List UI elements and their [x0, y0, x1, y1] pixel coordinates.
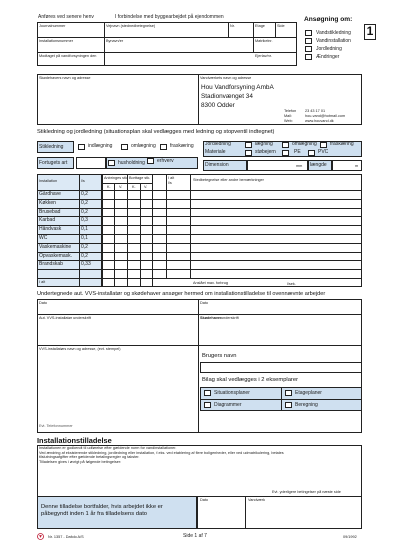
- under-heading: Undertegnede aut. VVS-installatør og skødehaver ansøger hermed om installationstilladelse til ovennævnte arbejder: [37, 291, 326, 297]
- field-matrikelnr[interactable]: Matrikelnr.: [255, 39, 273, 43]
- laengde-label: længde: [310, 162, 327, 168]
- pvc-label: PVC: [318, 149, 329, 155]
- tilladelse-line4: Tilladelsen gives i øvrigt på følgende betingelser:: [39, 459, 122, 464]
- stikledning-label: Stikledning: [39, 144, 64, 150]
- checkbox-husholdning[interactable]: [108, 160, 115, 166]
- checkbox-etageplaner[interactable]: [285, 390, 292, 396]
- tilladelse-line1: Installationen er godkendt til udførelse efter gældende norm for vandinstallationer.: [39, 446, 177, 450]
- row-installation-name: Håndvask: [39, 226, 62, 233]
- telefon-label[interactable]: Evt. Telefonnummer: [39, 424, 73, 428]
- option-vandstikledning: Vandstikledning: [316, 30, 351, 36]
- utility-name: Hou Vandforsyning AmbA: [201, 84, 274, 91]
- checkbox-vandinstallation[interactable]: [305, 38, 312, 44]
- checkbox-vandstikledning[interactable]: [305, 30, 312, 36]
- footer-page: Side 1 af 7: [183, 533, 207, 539]
- omlaegning2-label: omlægning: [292, 141, 317, 147]
- th-stedbetegnelse: Stedbetegnelse eller andre bemærkninger: [193, 178, 264, 182]
- m-unit: m: [355, 164, 359, 168]
- dafolo-logo-icon: [37, 533, 44, 541]
- th-v2: V.: [144, 185, 148, 189]
- per-label: l/sek.: [287, 282, 296, 286]
- th-iall: I alt: [168, 176, 175, 180]
- brugers-input[interactable]: [200, 362, 362, 373]
- evt-label: Evt. yderligere betingelser på næste side: [272, 490, 341, 494]
- th-anbringes: Anbringes stk.: [104, 176, 129, 180]
- row-installation-name: Brandskab: [39, 261, 63, 268]
- row-installation-name: Vaskemaskine: [39, 243, 72, 250]
- checkbox-beregning[interactable]: [285, 402, 292, 408]
- tel-label: Telefon: [284, 109, 297, 113]
- checkbox-indlaegning[interactable]: [78, 144, 85, 150]
- checkbox-diagrammer[interactable]: [204, 402, 211, 408]
- tel-value: 23 43 17 01: [305, 109, 326, 113]
- row-ls-value: 0,2: [81, 243, 88, 250]
- field-installationsnummer[interactable]: Installationsnummer: [39, 39, 73, 43]
- right-heading: I forbindelse med byggearbejdet på ejendommen: [115, 14, 224, 20]
- row-installation-name: Gårdhave: [39, 191, 61, 197]
- checkbox-fraskaering[interactable]: [160, 144, 167, 150]
- tilladelse-dato[interactable]: Dato: [200, 498, 209, 502]
- row-ls-value: 0,2: [81, 199, 88, 206]
- tilladelse-line3: tilslutningsafgifter efter gældende betalingsregler og takster.: [39, 455, 140, 459]
- checkbox-omlaegning[interactable]: [121, 144, 128, 150]
- footer-form: Nr. 1357 - Dafolo A/S: [48, 535, 84, 539]
- notice-text: Denne tilladelse bortfalder, hvis arbejdet ikke er påbegyndt inden 1 år fra tilladelsens dato: [41, 504, 163, 518]
- jordledning-label: Jordledning: [205, 141, 231, 147]
- checkbox-fraskaering2[interactable]: [320, 142, 327, 148]
- utility-street: Stadionvænget 34: [201, 93, 253, 100]
- stobejern-label: støbejern: [255, 149, 276, 155]
- pe-label: PE: [294, 149, 301, 155]
- situationsplaner-label: Situationsplaner: [214, 390, 250, 396]
- row-ls-value: 0,2: [81, 191, 88, 197]
- fraskaering2-label: fraskæring: [330, 141, 354, 147]
- web-value: www.houvand.dk: [305, 119, 334, 123]
- field-journalnummer[interactable]: Journalnummer: [39, 24, 66, 28]
- option-aendringer: Ændringer: [316, 54, 340, 60]
- anslaaet-label: Anslået max. forbrug: [193, 281, 229, 285]
- checkbox-omlaegning2[interactable]: [282, 142, 289, 148]
- row-ls-value: 0,1: [81, 226, 88, 233]
- fraskaering-label: fraskæring: [170, 143, 194, 149]
- web-label: Web:: [284, 119, 293, 123]
- left-heading: Anføres ved senere henv: [38, 14, 94, 20]
- dimension-label: Dimension: [205, 162, 229, 168]
- field-modtaget[interactable]: Modtaget på vandforsyningen den: [39, 54, 97, 58]
- mail-label: Mail:: [284, 114, 293, 118]
- materiale-label: Materiale: [205, 149, 226, 155]
- checkbox-laegning[interactable]: [245, 142, 252, 148]
- field-bynavn[interactable]: Bynavn/er: [106, 39, 124, 43]
- footer-date: 09/1992: [343, 535, 357, 539]
- husholdning-label: husholdning: [118, 160, 145, 166]
- th-ials: l/s: [168, 181, 172, 185]
- dato2-label[interactable]: Dato: [200, 301, 209, 305]
- checkbox-aendringer[interactable]: [305, 54, 312, 60]
- vvs-signature[interactable]: Aut. VVS-installatør underskrift: [39, 316, 91, 320]
- row-ls-value: 0,2: [81, 252, 88, 259]
- erhverv-label: erhverv: [157, 158, 174, 164]
- stik-heading: Stikledning og jordledning (situationsplan skal vedlægges med ledning og stopventil indtegnet): [37, 129, 275, 135]
- tilladelse-heading: Installationstilladelse: [37, 436, 112, 445]
- omlaegning-label: omlægning: [131, 143, 156, 149]
- th-k1: K.: [107, 185, 111, 189]
- th-installation: Installation: [39, 179, 58, 183]
- laegning-label: lægning: [255, 141, 273, 147]
- checkbox-situationsplaner[interactable]: [204, 390, 211, 396]
- row-ls-value: 0,3: [81, 217, 88, 224]
- row-installation-name: Brusebad: [39, 208, 61, 215]
- mail-value: hou-vand@hotmail.com: [305, 114, 346, 118]
- mm-unit: mm: [296, 164, 303, 168]
- fortugets-label: Fortugets art: [39, 160, 68, 166]
- checkbox-pvc[interactable]: [308, 150, 315, 156]
- option-jordledning: Jordledning: [316, 46, 342, 52]
- th-k2: K.: [132, 185, 136, 189]
- row-installation-name: Karbad: [39, 217, 56, 224]
- indlaegning-label: indlægning: [88, 143, 113, 149]
- field-ejerlav[interactable]: Ejerlav/nr.: [255, 54, 272, 58]
- fortugets-input[interactable]: [76, 157, 106, 169]
- row-installation-name: Opvaskemask.: [39, 252, 73, 259]
- form-number: 1: [366, 24, 374, 38]
- vandvaerk-label[interactable]: Vandværk: [248, 498, 266, 502]
- checkbox-pe[interactable]: [282, 150, 289, 156]
- diagrammer-label: Diagrammer: [214, 402, 242, 408]
- skode-signature-bold: Skødehaver: [200, 316, 222, 320]
- field-side[interactable]: Side: [277, 24, 285, 28]
- row-ls-value: 0,1: [81, 235, 88, 241]
- row-ls-value: 0,2: [81, 208, 88, 215]
- row-installation-name: Køkken: [39, 199, 56, 206]
- ansogning-title: Ansøgning om:: [304, 16, 353, 23]
- tilladelse-line2: Ved ændring af eksisterende stikledning, jordledning eller installation, f.eks. ved etablering af flere boligenheder, eller ved udmatrikulering, betales: [39, 450, 284, 455]
- skode-signature[interactable]: underskrift: [221, 316, 239, 320]
- field-etage[interactable]: Etage: [255, 24, 265, 28]
- utility-city: 8300 Odder: [201, 102, 235, 109]
- th-v1: V.: [119, 185, 123, 189]
- row-installation-name: WC: [39, 235, 48, 241]
- i-alt-label: I alt: [39, 280, 46, 284]
- th-ls: l/s: [81, 179, 85, 183]
- utility-label: Vandværkets navn og adresse: [200, 76, 252, 80]
- checkbox-erhverv[interactable]: [147, 158, 154, 164]
- brugers-label: Brugers navn: [202, 353, 237, 359]
- row-ls-value: 0,33: [81, 261, 91, 268]
- checkbox-stobejern[interactable]: [245, 150, 252, 156]
- dato1-label[interactable]: Dato: [39, 301, 48, 305]
- checkbox-jordledning[interactable]: [305, 46, 312, 52]
- field-vejnavn[interactable]: Vejnavn (stednedbetegnelse): [106, 24, 156, 28]
- top-fields: [37, 22, 297, 66]
- beregning-label: Beregning: [295, 402, 318, 408]
- bilag-label: Bilag skal vedlægges i 2 eksemplarer: [202, 377, 299, 383]
- owner-label: Skødehavers navn og adresse: [39, 76, 91, 80]
- etageplaner-label: Etageplaner: [295, 390, 322, 396]
- field-nr[interactable]: Nr.: [230, 24, 235, 28]
- option-vandinstallation: Vandinstallation: [316, 38, 351, 44]
- vvs-name[interactable]: VVS-installatørs navn og adresse, (evt. stempel): [39, 347, 121, 351]
- th-borttages: Borttage stk.: [129, 176, 151, 180]
